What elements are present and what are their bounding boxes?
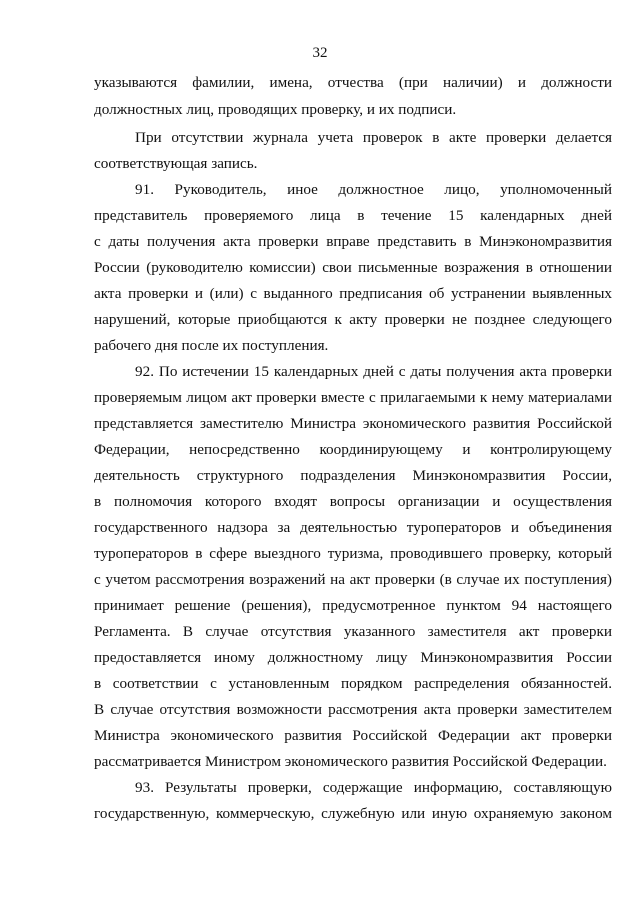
text-line: с даты получения акта проверки вправе представить в Минэкономразвития: [94, 233, 612, 250]
text-line: рассматривается Министром экономического развития Российской Федерации.: [94, 753, 607, 770]
text-line: в полномочия которого входят вопросы организации и осуществления: [94, 493, 612, 510]
text-line: принимает решение (решения), предусмотренное пунктом 94 настоящего: [94, 597, 612, 614]
text-line: в соответствии с установленным порядком распределения обязанностей.: [94, 675, 612, 692]
text-line: нарушений, которые приобщаются к акту проверки не позднее следующего: [94, 311, 612, 328]
text-line: государственную, коммерческую, служебную или иную охраняемую законом: [94, 805, 612, 822]
text-line: 93. Результаты проверки, содержащие информацию, составляющую: [135, 779, 612, 796]
text-line: Министра экономического развития Российской Федерации акт проверки: [94, 727, 612, 744]
text-line: представляется заместителю Министра экономического развития Российской: [94, 415, 612, 432]
text-line: 91. Руководитель, иное должностное лицо, уполномоченный: [135, 181, 612, 198]
page-number: 32: [312, 45, 328, 61]
text-line: деятельность структурного подразделения Минэкономразвития России,: [94, 467, 612, 484]
text-line: проверяемым лицом акт проверки вместе с прилагаемыми к нему материалами: [94, 389, 612, 406]
text-line: рабочего дня после их поступления.: [94, 337, 329, 354]
text-line: предоставляется иному должностному лицу Минэкономразвития России: [94, 649, 612, 666]
text-line: 92. По истечении 15 календарных дней с даты получения акта проверки: [135, 363, 612, 380]
text-line: представитель проверяемого лица в течение 15 календарных дней: [94, 207, 612, 224]
text-line: туроператоров в сфере выездного туризма, проводившего проверку, который: [94, 545, 612, 562]
text-line: государственного надзора за деятельностью туроператоров и объединения: [94, 519, 612, 536]
text-line: России (руководителю комиссии) свои письменные возражения в отношении: [94, 259, 612, 276]
text-line: акта проверки и (или) с выданного предписания об устранении выявленных: [94, 285, 612, 302]
text-line: с учетом рассмотрения возражений на акт проверки (в случае их поступления): [94, 571, 612, 588]
text-line: При отсутствии журнала учета проверок в акте проверки делается: [135, 129, 612, 146]
text-line: В случае отсутствия возможности рассмотрения акта проверки заместителем: [94, 701, 612, 718]
text-line: указываются фамилии, имена, отчества (при наличии) и должности: [94, 74, 612, 91]
text-line: соответствующая запись.: [94, 155, 258, 172]
text-line: Федерации, непосредственно координирующему и контролирующему: [94, 441, 612, 458]
text-line: должностных лиц, проводящих проверку, и их подписи.: [94, 101, 457, 118]
text-line: Регламента. В случае отсутствия указанного заместителя акт проверки: [94, 623, 612, 640]
